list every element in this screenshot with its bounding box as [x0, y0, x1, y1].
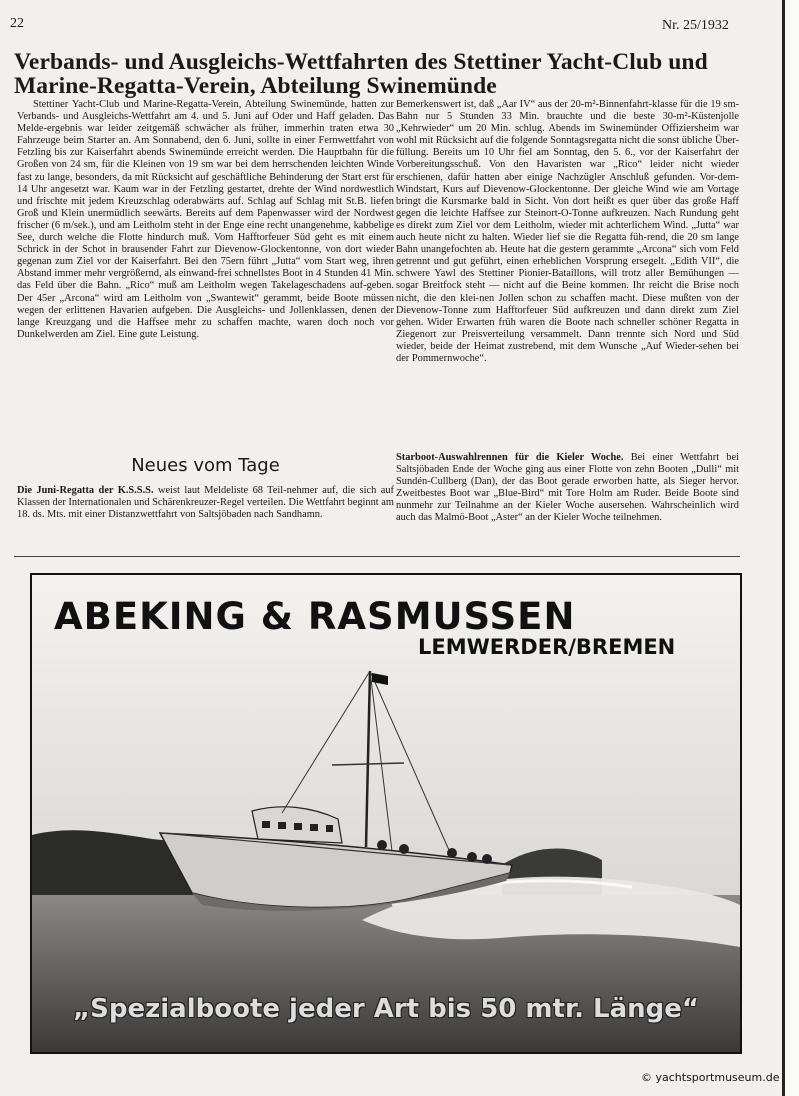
ad-company-name: ABEKING & RASMUSSEN — [54, 595, 576, 638]
article-title: Verbands- und Ausgleichs-Wettfahrten des Stettiner Yacht-Club und Marine-Regatta-Verein, Abteilung Swinemünde — [14, 49, 708, 99]
news-item-starboot-text: Bei einer Wettfahrt bei Saltsjöbaden Ende der Woche ging aus einer Flotte von zehn Booten „Dulli“ mit Sundén-Cullberg (Dan), der das Boot gerade erworben hatte, als Sieger hervor. Zweitbestes Boot war „Blue-Bird“ mit Tore Holm am Ruder. Beide Boote sind nunmehr zur Teilnahme an der Kieler Woche ausersehen. Wahrscheinlich wird auch das Malmö-Boot „Aster“ an der Kieler Woche teilnehmen. — [396, 452, 739, 524]
section-divider — [14, 556, 740, 557]
news-heading: Neues vom Tage — [131, 455, 280, 476]
news-item-starboot-lead: Starboot-Auswahlrennen für die Kieler Woche. — [396, 452, 624, 463]
news-item-starboot — [396, 452, 739, 525]
issue-number: Nr. 25/1932 — [662, 18, 729, 33]
news-item-regatta-lead: Die Juni-Regatta der K.S.S.S. — [17, 485, 154, 496]
advertisement — [30, 573, 742, 1054]
copyright-credit: © yachtsportmuseum.de — [641, 1071, 780, 1084]
news-item-regatta — [17, 485, 394, 521]
article-left-text: Stettiner Yacht-Club und Marine-Regatta-Verein, Abteilung Swinemünde, hatten zur Verbands- und Ausgleichs-Wettfahrt am 4. und 5. Juni auf Oder und Haff geladen. Das Melde-ergebnis war leider zeitgemäß schwächer als früher, immerhin traten etwa 30 Fahrzeuge beim Starter an. Am Sonnabend, den 6. Juni, sollte in einer Fernwettfahrt von Fetzling bis zur Kaiserfahrt abends Swinemünde erreicht werden. Die Hauptbahn für die Großen von 24 sm, für die Kleinen von 19 sm war bei dem herrschenden leichten Winde fast zu lange, besonders, da mit Rücksicht auf geschäftliche Behinderung der Start erst für 14 Uhr angesetzt war. Kaum war in der Fetzling gestartet, drehte der Wind nordwestlich und frischte mit jedem Kreuzschlag oderabwärts auf. Schlag auf Schlag mit St.B. liefen Groß und Klein unermüdlich seewärts. Bereits auf dem Papenwasser wird der Nordwest frischer (6 m/sek.), und am Leitholm steht in der Enge eine recht unangenehme, kabbelige See, durch welche die Flotte hindurch muß. Vom Hafftorfeuer Süd geht es mit einem Schrick in der Schot in brausender Fahrt zur Dievenow-Glockentonne, von dort wieder gegenan zum Ziel vor der Kaiserfahrt. Bei den 75ern führt „Jutta“ vom Start weg, ihren Abstand immer mehr vergrößernd, als einwand-frei schnellstes Boot in 4 Stunden 41 Min. das Feld über die Bahn. „Rico“ muß am Leitholm wegen Takelageschadens auf-geben. Der 45er „Arcona“ wird am Leitholm von „Swantewit“ gerammt, beide Boote müssen wegen der erlittenen Havarien aufgeben. Die Ausgleichs- und Jollenklassen, denen der lange Kreuzgang und die Haffsee mehr zu schaffen machte, waren doch noch vor Dunkelwerden am Ziel. Eine gute Leistung. — [17, 99, 394, 340]
ad-slogan: „Spezialboote jeder Art bis 50 mtr. Länge“ — [73, 994, 699, 1024]
page-edge — [782, 0, 799, 1096]
article-column-right — [396, 99, 739, 365]
article-column-left — [17, 99, 394, 341]
article-right-text: Bemerkenswert ist, daß „Aar IV“ aus der 20-m²-Binnenfahrt-klasse für die 19 sm-Bahn nur 5 Stunden 33 Min. brauchte und die beste 30-m²-Küstenjolle „Kehrwieder“ um 20 Min. schlug. Abends im Swinemünder Offiziersheim war wohl mit Rücksicht auf die folgende Sonntagsregatta nicht die sonst übliche Über-füllung. Bereits um 10 Uhr fiel am Sonntag, den 5. 6., vor der Kaiserfahrt der Vorbereitungsschuß. Von den Havaristen war „Rico“ leider nicht wieder erschienen, dafür hatten aber einige Nachzügler Anschluß gefunden. Vor-dem-Windstart, Kurs auf Dievenow-Glockentonne. Der gleiche Wind wie am Vortage bringt die Kursmarke bald in Sicht. Von dort heißt es quer über das große Haff gegen die leichte Haffsee zur Steinort-O-Tonne aufkreuzen. Nach Rundung geht es direkt zum Ziel vor dem Leitholm, wieder mit achterlichem Wind. „Jutta“ war auch heute nicht zu halten. Wieder lief sie die Regatta füh-rend, die 20 sm lange Bahn unangefochten ab. Heute hat die gestern gerammte „Arcona“ sich vom Feld getrennt und gut geführt, einen erheblichen Vorsprung ersegelt. „Edith VII“, die schwere Yawl des Stettiner Pionier-Bataillons, will trotz aller Bemühungen — sogar Breitfock steht — nicht auf die Beine kommen. Ihr reicht die Brise noch nicht, die den klei-nen Jollen schon zu schaffen macht. Diese mußten von der Dievenow-Tonne zum Hafftorfeuer Süd aufkreuzen und dann direkt zum Ziel gehen. Wider Erwarten früh waren die Boote nach schneller schöner Regatta in Ziegenort zur Preisverteilung versammelt. Dann trennte sich Nord und Süd wieder, beide der Heimat zustrebend, mit dem Wunsche „Auf Wieder-sehen bei der Pommernwoche“. — [396, 99, 739, 364]
ad-location: LEMWERDER/BREMEN — [418, 635, 676, 659]
page-number: 22 — [10, 16, 24, 31]
news-item-regatta-text: weist laut Meldeliste 68 Teil-nehmer auf, die sich auf Klassen der Internationalen und Schärenkreuzer-Regel verteilen. Die Wettfahrt beginnt am 18. ds. Mts. mit einer Distanzwettfahrt von Saltsjöbaden nach Sandhamn. — [17, 485, 394, 521]
